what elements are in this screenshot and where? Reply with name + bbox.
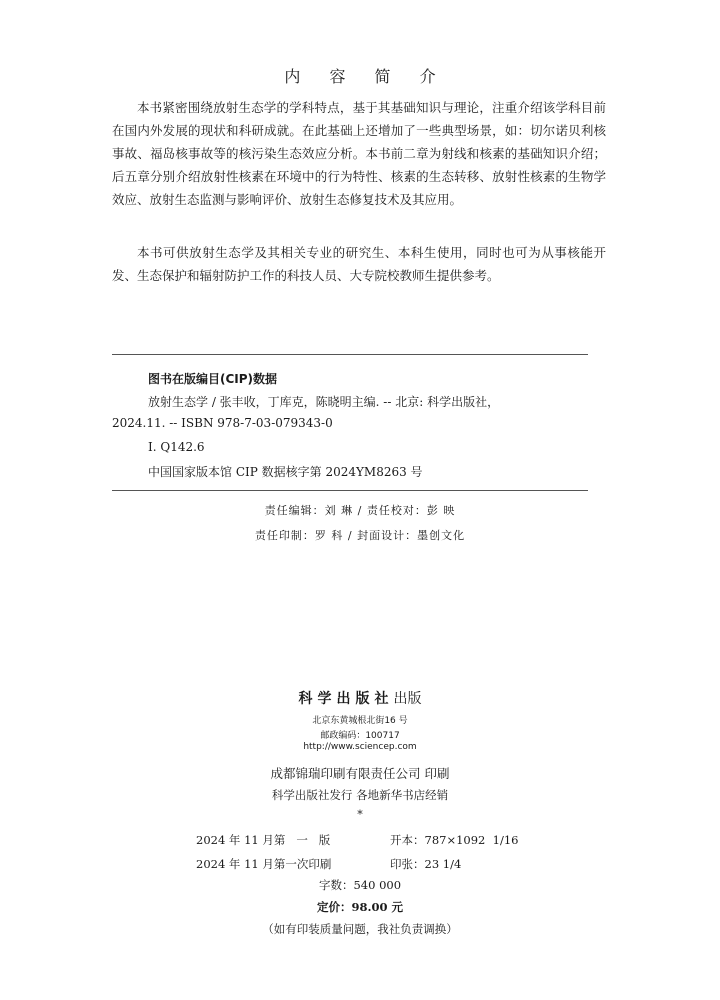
edition-line: 2024 年 11 月第 一 版 (196, 833, 331, 847)
publisher-address: 北京东黄城根北街16 号 (312, 716, 408, 726)
publisher-postcode: 邮政编码：100717 (320, 731, 400, 741)
publisher-logo (0, 688, 720, 708)
summary-paragraph-2: 本书可供放射生态学及其相关专业的研究生、本科生使用，同时也可为从事核能开发、生态保护和辐射防护工作的科技人员、大专院校教师生提供参考。 (112, 245, 606, 283)
publisher-suffix: 出版 (393, 691, 422, 707)
editors-line-1: 责任编辑：刘 琳 / 责任校对：彭 映 (264, 504, 456, 517)
summary-paragraph-1: 本书紧密围绕放射生态学的学科特点，基于其基础知识与理论，注重介绍该学科目前在国内外发展的现状和科研成就。在此基础上还增加了一些典型场景，如：切尔诺贝利核事故、福岛核事故等的核污染生态效应分析。本书前二章为射线和核素的基础知识介绍；后五章分别介绍放射性核素在环境中的行为特性、核素的生态转移、放射性核素的生物学效应、放射生态监测与影响评价、放射生态修复技术及其应用。 (112, 100, 606, 207)
editors-line-2: 责任印制：罗 科 / 封面设计：墨创文化 (254, 529, 466, 542)
cip-line-2: 2024.11. -- ISBN 978-7-03-079343-0 (112, 416, 333, 430)
divider-top (112, 354, 588, 355)
price: 定价：98.00 元 (316, 900, 403, 914)
format-line: 开本：787×1092 1/16 (390, 833, 519, 847)
printing-line: 2024 年 11 月第一次印刷 (196, 857, 332, 871)
cip-line-1: 放射生态学 / 张丰收，丁库克，陈晓明主编. -- 北京: 科学出版社， (148, 395, 500, 409)
printer-line: 成都锦瑞印刷有限责任公司 印刷 (270, 766, 450, 781)
summary-heading: 内 容 简 介 (284, 67, 448, 86)
cip-line-3: Ⅰ. Q142.6 (148, 440, 205, 454)
sheets-line: 印张：23 1/4 (390, 857, 462, 871)
cip-title: 图书在版编目(CIP)数据 (148, 372, 278, 386)
separator-star: * (357, 808, 363, 821)
publisher-name: 科学出版社 (298, 691, 394, 707)
word-count: 字数：540 000 (318, 878, 402, 892)
distribution-line: 科学出版社发行 各地新华书店经销 (271, 788, 449, 802)
cip-line-4: 中国国家版本馆 CIP 数据核字第 2024YM8263 号 (148, 465, 423, 479)
quality-note: （如有印装质量问题，我社负责调换） (262, 922, 458, 936)
divider-bottom (112, 490, 588, 491)
publisher-website: http://www.sciencep.com (303, 742, 417, 752)
